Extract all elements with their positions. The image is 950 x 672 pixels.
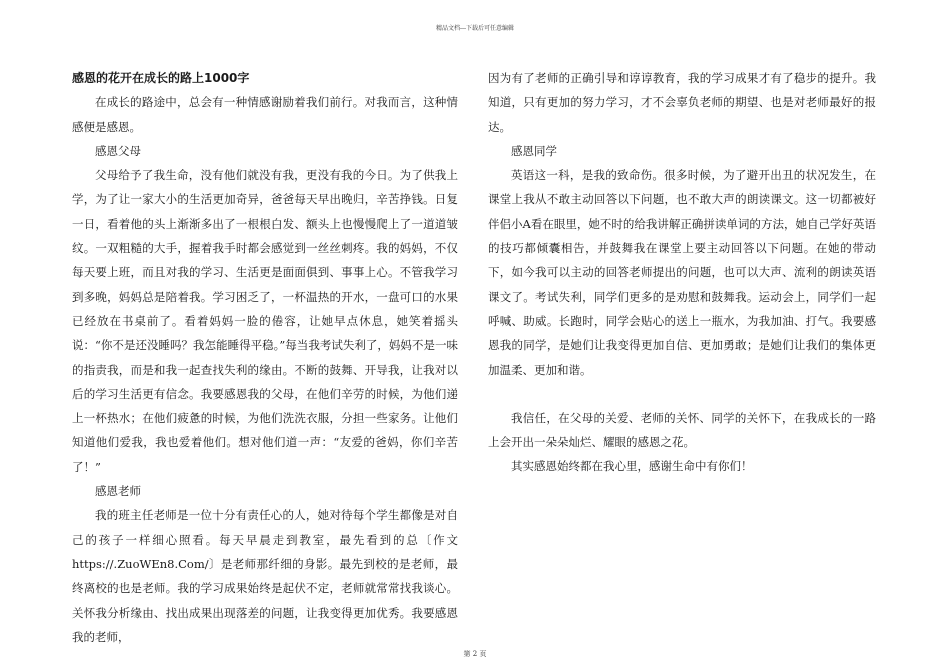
section-heading-teacher: 感恩老师 bbox=[95, 484, 141, 499]
right-column bbox=[488, 66, 876, 479]
section-heading-parents: 感恩父母 bbox=[95, 143, 141, 158]
classmates-paragraph: 英语这一科，是我的致命伤。很多时候，为了避开出丑的状况发生，在课堂上我从不敢主动回答以下问题，也不敢大声的朗读课文。这一切都被好伴侣小A看在眼里，她不时的给我讲解正确拼读单词的方法，她自己学好英语的技巧都倾囊相告，并鼓舞我在课堂上要主动回答以下问题。在她的带动下，如今我可以主动的回答老师提出的问题，也可以大声、流利的朗读英语课文了。考试失利，同学们更多的是劝慰和鼓舞我。运动会上，同学们一起呼喊、助威。长跑时，同学会贴心的送上一瓶水，为我加油、打气。我要感恩我的同学，是她们让我变得更加自信、更加勇敢；是她们让我们的集体更加温柔、更加和谐。 bbox=[488, 168, 876, 377]
teacher-paragraph: 我的班主任老师是一位十分有责任心的人，她对待每个学生都像是对自己的孩子一样细心照看。每天早晨走到教室，最先看到的总〔作文https://.ZuoWEn8.Com/〕是老师那纤细的身影。最先到校的是老师，最终离校的也是老师。我的学习成果始终是起伏不定，老师就常常找我谈心。关怀我分析缘由、找出成果出现落差的问题，让我变得更加优秀。我要感恩我的老师， bbox=[72, 508, 458, 644]
section-heading-classmates: 感恩同学 bbox=[511, 143, 557, 158]
article-title: 感恩的花开在成长的路上1000字 bbox=[72, 71, 250, 85]
page-header-note: 精品文档---下载后可任意编辑 bbox=[435, 25, 515, 32]
conclusion-paragraph: 我信任，在父母的关爱、老师的关怀、同学的关怀下，在我成长的一路上会开出一朵朵灿烂、耀眼的感恩之花。 bbox=[488, 410, 876, 450]
page-number: 第 2 页 bbox=[463, 650, 487, 658]
intro-paragraph: 在成长的路途中，总会有一种情感谢励着我们前行。对我而言，这种情感便是感恩。 bbox=[72, 95, 458, 134]
paragraph-gap bbox=[488, 382, 876, 406]
left-column bbox=[72, 66, 458, 649]
parents-paragraph: 父母给予了我生命，没有他们就没有我，更没有我的今日。为了供我上学，为了让一家大小的生活更加奇异，爸爸每天早出晚归，辛苦挣钱。日复一日，看着他的头上渐渐多出了一根根白发、额头上也慢慢爬上了一道道皱纹。一双粗糙的大手，握着我手时都会感觉到一丝丝刺疼。我的妈妈，不仅每天要上班，而且对我的学习、生活更是面面俱到、事事上心。不管我学习到多晚，妈妈总是陪着我。学习困乏了，一杯温热的开水，一盘可口的水果已经放在书桌前了。看着妈妈一脸的倦容，让她早点休息，她笑着摇头说：“你不是还没睡吗？我怎能睡得平稳。”每当我考试失利了，妈妈不是一味的指责我，而是和我一起查找失利的缘由。不断的鼓舞、开导我，让我对以后的学习生活更有信念。我要感恩我的父母，在他们辛劳的时候，为他们递上一杯热水；在他们疲惫的时候，为他们洗洗衣服，分担一些家务。让他们知道他们爱我，我也爱着他们。想对他们道一声：“友爱的爸妈，你们辛苦了！” bbox=[72, 168, 458, 474]
teacher-paragraph-continued: 因为有了老师的正确引导和谆谆教育，我的学习成果才有了稳步的提升。我知道，只有更加的努力学习，才不会辜负老师的期望、也是对老师最好的报达。 bbox=[488, 71, 876, 134]
closing-paragraph: 其实感恩始终都在我心里，感谢生命中有你们！ bbox=[511, 459, 753, 474]
